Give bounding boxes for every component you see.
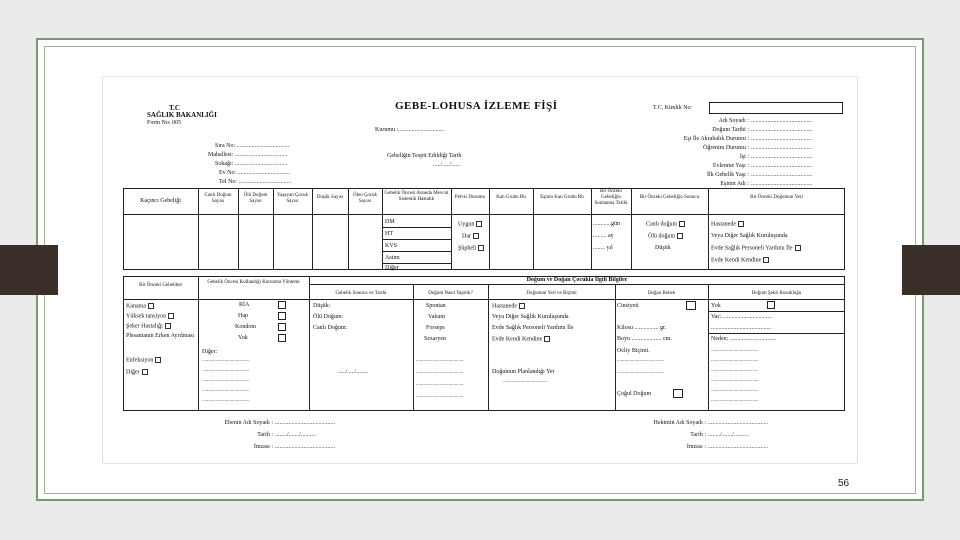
deformity-var-dots: ........................................	[711, 325, 771, 331]
tc-kimlik-input[interactable]	[709, 102, 843, 114]
place1-hastane-checkbox[interactable]	[738, 221, 744, 227]
baby-cogul-checkbox[interactable]	[673, 389, 683, 398]
sig-hekim-imza-value: ........................................	[708, 444, 768, 450]
info-esinin-adi: Eşinin Adı :	[720, 181, 749, 187]
tc-label: T.C	[169, 104, 180, 112]
baby-cinsiyet: Cinsiyeti	[617, 303, 639, 309]
disease-dm: DM	[385, 219, 395, 225]
form-document	[102, 76, 858, 464]
info-isi: İşi :	[739, 154, 749, 160]
place1-diger-kurulus: Veya Diğer Sağlık Kuruluşunda	[711, 233, 788, 239]
delivery-sezaryen: Sezaryen	[424, 336, 446, 342]
form-no: Form No: 005	[147, 120, 182, 126]
disease-diger: Diğer	[385, 265, 399, 271]
pelvis-dar-checkbox[interactable]	[473, 233, 479, 239]
info-evlenme-yasi-value: .........................................	[751, 163, 813, 169]
place1-kendi-checkbox[interactable]	[763, 257, 769, 263]
info-ogrenim: Öğrenim Durumu :	[703, 145, 749, 151]
deformity-dots-3: ......................................	[711, 368, 759, 373]
method-yok: Yok	[238, 335, 248, 341]
th-olu: Ölü Doğum Sayısı	[243, 193, 268, 204]
disease-ht: HT	[385, 231, 393, 237]
delivery-forseps: Forseps	[426, 325, 445, 331]
method-ria: RİA	[239, 302, 250, 308]
deformity-dots-5: ......................................	[711, 388, 759, 393]
method-dots-3: ......................................	[202, 378, 250, 383]
th-kan-grubu: Kan Grubu Rh	[496, 195, 526, 200]
t2-sub-deformity: Doğum Şekli Bozukluğu	[751, 291, 802, 296]
interval-gun: ............gün	[593, 221, 620, 227]
t2-pre-header: Bir Önceki Gebelikte	[139, 283, 182, 288]
baby-boy: Boyu .................... cm.	[617, 336, 672, 342]
th-sonlanma: Bir Önceki Gebeliğin Sonlanma Tarihi	[594, 189, 628, 206]
info-ilk-gebelik-value: .........................................	[751, 172, 813, 178]
place2-hastane: Hastanede	[492, 303, 525, 310]
place1-kendi-kendine: Evde Kendi Kendine	[711, 257, 769, 264]
baby-kilo: Kilosu ................ gr.	[617, 325, 667, 331]
place2-planned-dots: ....................................	[503, 379, 548, 384]
th-kacinci: Kaçıncı Gebeliği	[140, 198, 181, 204]
disease-kvs: KVS	[385, 243, 398, 249]
method-dots-2: ......................................	[202, 368, 250, 373]
place2-personel: Evde Sağlık Personeli Yardımı İle	[492, 325, 574, 331]
info-sokagi: Sokağı: ...................................	[215, 161, 288, 167]
method-kondom: Kondom	[235, 324, 256, 330]
delivery-dots-1: ......................................	[416, 358, 464, 363]
info-adi-soyadi-value: .........................................	[751, 118, 813, 124]
info-ilk-gebelik: İlk Gebelik Yaşı :	[707, 172, 749, 178]
interval-yil: ........ yıl	[593, 245, 613, 251]
sig-hekim-label: Hekimin Adı Soyadı :	[653, 420, 706, 426]
deformity-var: Var:..................................	[711, 314, 772, 320]
t2-main-header: Doğum ve Doğan Çocukla İlgili Bilgiler	[526, 277, 628, 283]
pelvis-supheli-checkbox[interactable]	[478, 245, 484, 251]
baby-cinsiyet-checkbox[interactable]	[686, 301, 696, 310]
deformity-neden: Neden: ...............................	[711, 336, 777, 342]
info-adi-soyadi: Adı Soyadı :	[718, 118, 749, 124]
sig-ebe-imza-value: ........................................	[275, 444, 335, 450]
method-hap: Hap	[238, 313, 248, 319]
th-dogum-yeri: Bir Önceki Doğumun Yeri	[750, 195, 803, 200]
delivery-spontan: Spontan	[426, 303, 446, 309]
risk-plesanta: Plesantanın Erken Ayrılması	[126, 333, 195, 339]
method-yok-checkbox[interactable]	[278, 334, 286, 342]
sig-hekim-tarih-label: Tarih :	[690, 432, 706, 438]
outcome-olu: Ölü Doğum:	[313, 314, 344, 320]
th-sonuc: Bir Önceki Gebeliğin Sonucu	[639, 195, 700, 200]
method-kondom-checkbox[interactable]	[278, 323, 286, 331]
page-number: 56	[838, 478, 850, 489]
method-ria-checkbox[interactable]	[278, 301, 286, 309]
result-olu-checkbox[interactable]	[677, 233, 683, 239]
th-canli: Canlı Doğum Sayısı	[204, 193, 232, 204]
risk-kanama: Kanama	[126, 303, 154, 310]
th-esinin-kan: Eşinin Kan Grubu Rh	[540, 195, 584, 200]
method-dots-5: ......................................	[202, 398, 250, 403]
method-dots-4: ......................................	[202, 388, 250, 393]
delivery-dots-4: ......................................	[416, 394, 464, 399]
table1-header-line	[123, 214, 845, 215]
t2-sub-outcome: Gebelik Sonucu ve Tarihi	[335, 291, 387, 296]
result-olu: Ölü doğum	[648, 233, 683, 240]
place1-personel-checkbox[interactable]	[795, 245, 801, 251]
tespit-label: Gebeliğin Tespit Edildiği Tarih	[387, 153, 462, 159]
info-tel-no: Tel No: ...................................	[219, 179, 292, 185]
risk-tansiyon: Yüksek tansiyon	[126, 313, 174, 320]
info-mahallesi: Mahallesi: ...................................	[208, 152, 288, 158]
info-sira-no: Sıra No: ...................................	[215, 143, 290, 149]
place2-diger-kurulus: Veya Diğer Sağlık Kuruluşunda	[492, 314, 569, 320]
result-canli: Canlı doğum	[646, 221, 685, 228]
sig-ebe-imza-label: İmzası :	[253, 444, 273, 450]
sig-hekim-value: ........................................	[708, 420, 768, 426]
right-decoration-tab	[902, 245, 960, 295]
sig-ebe-value: ........................................	[275, 420, 335, 426]
result-dusuk: Düşük	[655, 245, 671, 251]
deformity-dots-2: ......................................	[711, 358, 759, 363]
delivery-vakum: Vakum	[428, 314, 445, 320]
sig-ebe-tarih-value: ......../......./..........	[275, 432, 316, 438]
baby-dots-2: ......................................	[617, 370, 665, 375]
form-title: GEBE-LOHUSA İZLEME FİŞİ	[395, 100, 558, 112]
result-canli-checkbox[interactable]	[679, 221, 685, 227]
info-ogrenim-value: .........................................	[751, 145, 813, 151]
th-yasayan: Yaşayan Çocuk Sayısı	[276, 193, 309, 204]
pelvis-supheli: Şüpheli	[458, 245, 484, 252]
t2-sub-baby: Doğan Bebek	[647, 291, 676, 296]
delivery-dots-2: ......................................	[416, 370, 464, 375]
pelvis-dar: Dar	[462, 233, 479, 240]
place2-kendi: Evde Kendi Kendine	[492, 336, 550, 343]
disease-astim: Astım	[385, 255, 400, 261]
baby-cogul: Çoğul Doğum	[617, 391, 652, 397]
tc-kimlik-label: T.C. Kimlik No:	[653, 105, 693, 111]
info-dogum-tarihi: Doğum Tarihi :	[712, 127, 749, 133]
sig-hekim-tarih-value: ......../......./..........	[708, 432, 749, 438]
kurumu-field: Kurumu :...............................	[375, 127, 445, 133]
info-akrabalik: Eşi İle Akrabalık Durumu :	[683, 136, 749, 142]
risk-kanama-checkbox[interactable]	[148, 303, 154, 309]
outcome-date: ...../...../........	[338, 369, 369, 375]
sig-ebe-label: Ebenin Adı Soyadı :	[224, 420, 273, 426]
place2-kendi-checkbox[interactable]	[544, 336, 550, 342]
place1-saglik-personeli: Evde Sağlık Personeli Yardımı İle	[711, 245, 801, 252]
baby-dots-1: ......................................	[617, 358, 665, 363]
th-dusuk: Düşük Sayısı	[316, 195, 344, 200]
outcome-dusuk: Düşük:	[313, 303, 331, 309]
info-isi-value: .........................................	[751, 154, 813, 160]
risk-diger-checkbox[interactable]	[142, 369, 148, 375]
info-ev-no: Ev No: ...................................	[219, 170, 291, 176]
ministry-label: SAĞLIK BAKANLIĞI	[147, 111, 217, 119]
t2-sub-delivery: Doğum Nasıl Yapıldı?	[428, 291, 473, 296]
deformity-yok: Yok	[711, 303, 721, 309]
risk-diger: Diğer	[126, 369, 148, 376]
deformity-dots-6: ......................................	[711, 398, 759, 403]
risk-enfeksiyon-checkbox[interactable]	[155, 357, 161, 363]
pelvis-uygun-checkbox[interactable]	[476, 221, 482, 227]
method-dots-1: ......................................	[202, 358, 250, 363]
left-decoration-tab	[0, 245, 58, 295]
place1-hastane: Hastanede	[711, 221, 744, 228]
method-diger-label: Diğer:	[202, 349, 218, 355]
sig-hekim-imza-label: İmzası :	[686, 444, 706, 450]
info-dogum-tarihi-value: .........................................	[751, 127, 813, 133]
t2-sub-place: Doğumun Yeri ve Biçimi	[526, 291, 577, 296]
baby-ocliy: Ocliy Biçimi.	[617, 348, 650, 354]
deformity-dots-1: ......................................	[711, 348, 759, 353]
delivery-dots-3: ......................................	[416, 382, 464, 387]
th-pelvis: Pelvis Durumu	[454, 195, 486, 200]
place2-hastane-checkbox[interactable]	[519, 303, 525, 309]
deformity-yok-checkbox[interactable]	[767, 301, 775, 309]
t2-contraception-header: Gebelik Öncesi Kullandığı Korunma Yöntemi	[207, 280, 300, 285]
risk-enfeksiyon: Enfeksiyon	[126, 357, 161, 364]
place2-planned: Doğumun Planlandığı Yer	[492, 369, 555, 375]
th-sistemik: Gebelik Öncesi Anneda Mevcut Sistemik Hastalık	[384, 191, 449, 202]
info-evlenme-yasi: Evlenme Yaşı :	[712, 163, 749, 169]
method-hap-checkbox[interactable]	[278, 312, 286, 320]
tespit-value: ...../...../......	[433, 162, 461, 168]
info-esinin-adi-value: .........................................	[751, 181, 813, 187]
info-akrabalik-value: .........................................	[751, 136, 813, 142]
risk-seker: Şeker Hastalığı	[126, 323, 171, 330]
deformity-dots-4: ......................................	[711, 378, 759, 383]
interval-ay: ......... ay	[593, 233, 614, 239]
risk-tansiyon-checkbox[interactable]	[168, 313, 174, 319]
outcome-canli: Canlı Doğum:	[313, 325, 348, 331]
sig-ebe-tarih-label: Tarih :	[257, 432, 273, 438]
th-olen: Ölen Çocuk Sayısı	[352, 193, 378, 204]
pelvis-uygun: Uygun	[458, 221, 482, 228]
risk-seker-checkbox[interactable]	[165, 323, 171, 329]
